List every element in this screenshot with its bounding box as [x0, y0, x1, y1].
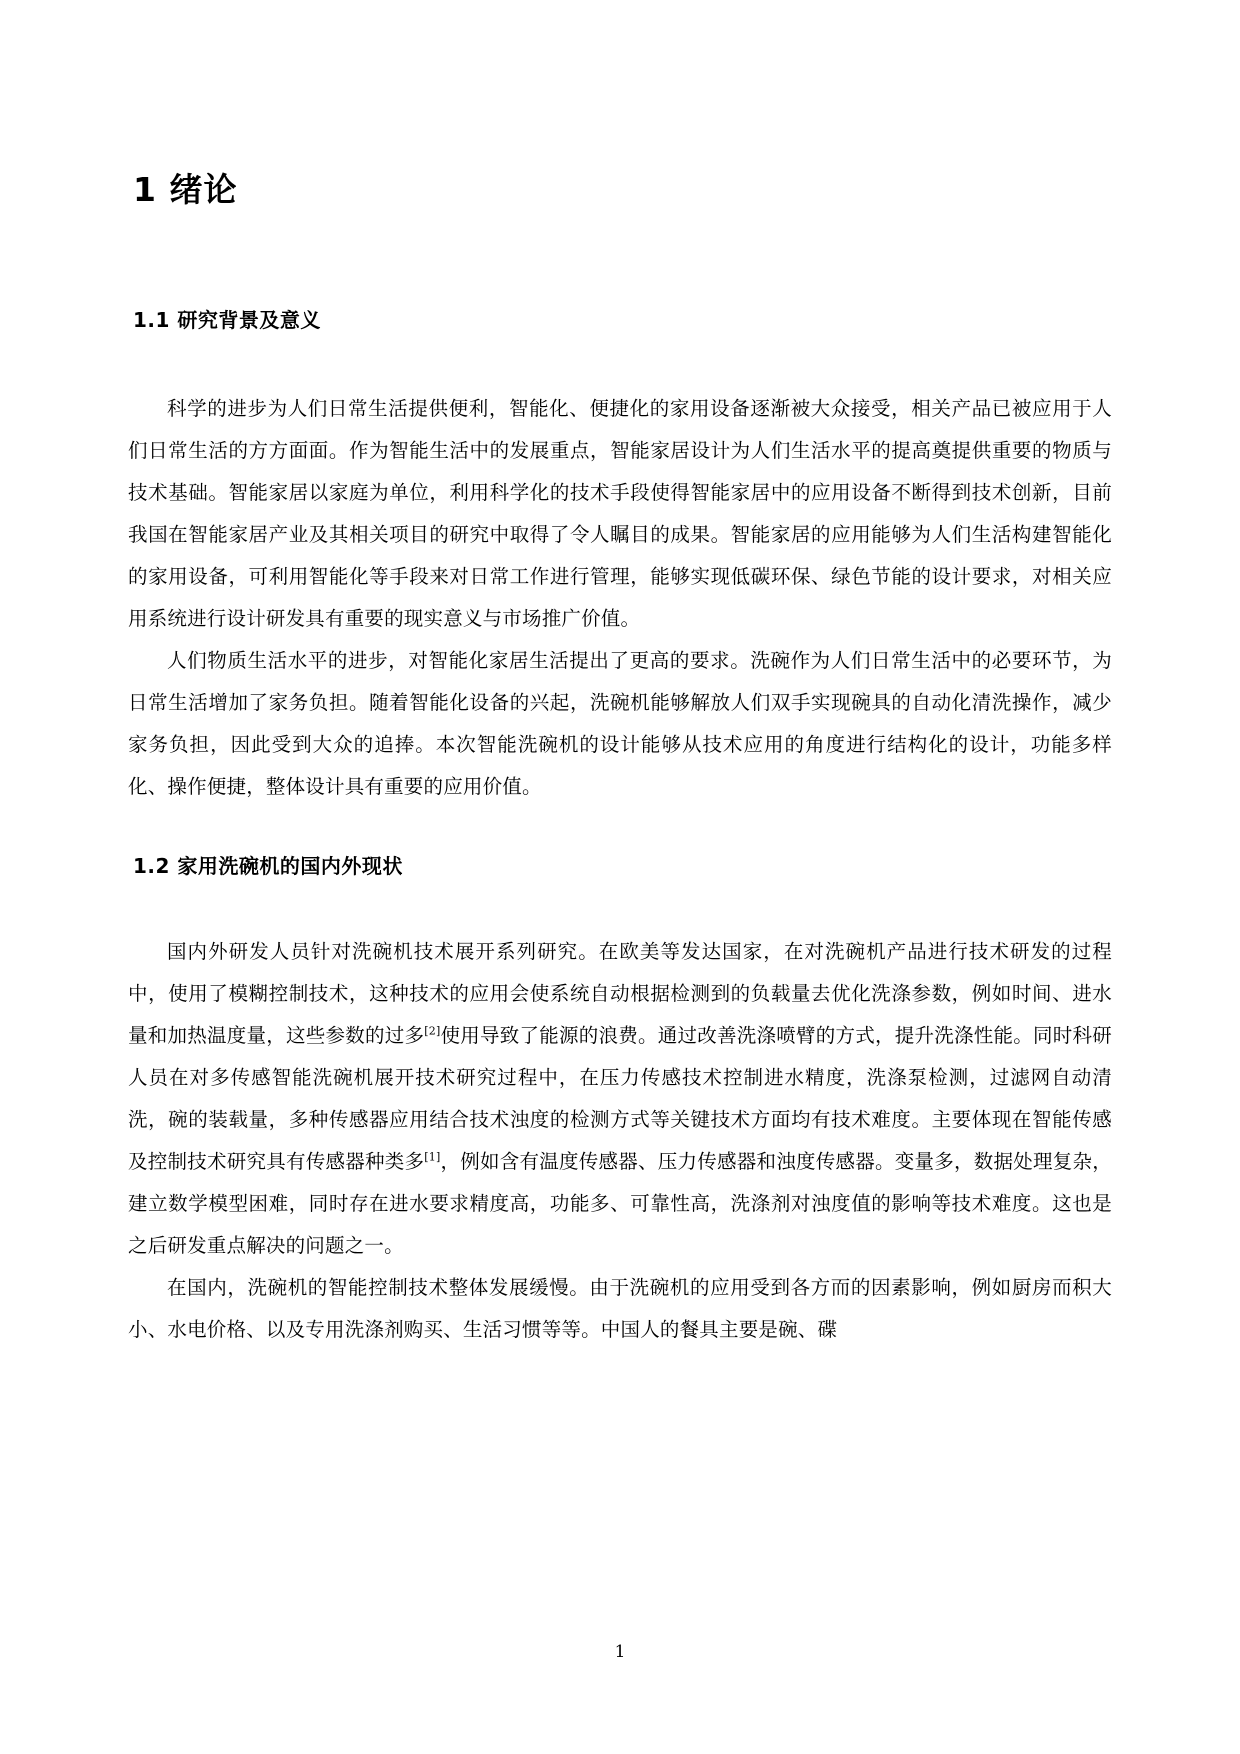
page-number: 1	[614, 1642, 626, 1662]
spacer	[128, 333, 1112, 388]
section-heading-1-2: 1.2 家用洗碗机的国内外现状	[133, 853, 403, 878]
citation-marker: [2]	[424, 1024, 441, 1038]
paragraph-background-1: 科学的进步为人们日常生活提供便利，智能化、便捷化的家用设备逐渐被大众接受，相关产品已被应用于人们日常生活的方方面面。作为智能生活中的发展重点，智能家居设计为人们生活水平的提高奠提供重要的物质与技术基础。智能家居以家庭为单位，利用科学化的技术手段使得智能家居中的应用设备不断得到技术创新，目前我国在智能家居产业及其相关项目的研究中取得了令人瞩目的成果。智能家居的应用能够为人们生活构建智能化的家用设备，可利用智能化等手段来对日常工作进行管理，能够实现低碳环保、绿色节能的设计要求，对相关应用系统进行设计研发具有重要的现实意义与市场推广价值。	[128, 396, 1112, 630]
section-heading-1-1: 1.1 研究背景及意义	[133, 307, 321, 332]
paragraph-status-1: 国内外研发人员针对洗碗机技术展开系列研究。在欧美等发达国家，在对洗碗机产品进行技术研发的过程中，使用了模糊控制技术，这种技术的应用会使系统自动根据检测到的负载量去优化洗涤参数，例如时间、进水量和加热温度量，这些参数的过多[2]使用导致了能源的浪费。通过改善洗涤喷臂的方式，提升洗涤性能。同时科研人员在对多传感智能洗碗机展开技术研究过程中，在压力传感技术控制进水精度，洗涤泵检测，过滤网自动清洗，碗的装载量，多种传感器应用结合技术浊度的检测方式等关键技术方面均有技术难度。主要体现在智能传感及控制技术研究具有传感器种类多[1]，例如含有温度传感器、压力传感器和浊度传感器。变量多，数据处理复杂，建立数学模型困难，同时存在进水要求精度高，功能多、可靠性高，洗涤剂对浊度值的影响等技术难度。这也是之后研发重点解决的问题之一。	[128, 939, 1112, 1257]
spacer	[128, 210, 1112, 307]
spacer	[128, 879, 1112, 931]
citation-marker: [1]	[424, 1150, 441, 1164]
paragraph-background-2: 人们物质生活水平的进步，对智能化家居生活提出了更高的要求。洗碗作为人们日常生活中的必要环节，为日常生活增加了家务负担。随着智能化设备的兴起，洗碗机能够解放人们双手实现碗具的自动化清洗操作，减少家务负担，因此受到大众的追捧。本次智能洗碗机的设计能够从技术应用的角度进行结构化的设计，功能多样化、操作便捷，整体设计具有重要的应用价值。	[128, 648, 1112, 798]
paragraph-status-2: 在国内，洗碗机的智能控制技术整体发展缓慢。由于洗碗机的应用受到各方而的因素影响，例如厨房而积大小、水电价格、以及专用洗涤剂购买、生活习惯等等。中国人的餐具主要是碗、碟	[128, 1275, 1112, 1341]
page-title: 1 绪论	[133, 170, 238, 209]
spacer	[128, 808, 1112, 853]
